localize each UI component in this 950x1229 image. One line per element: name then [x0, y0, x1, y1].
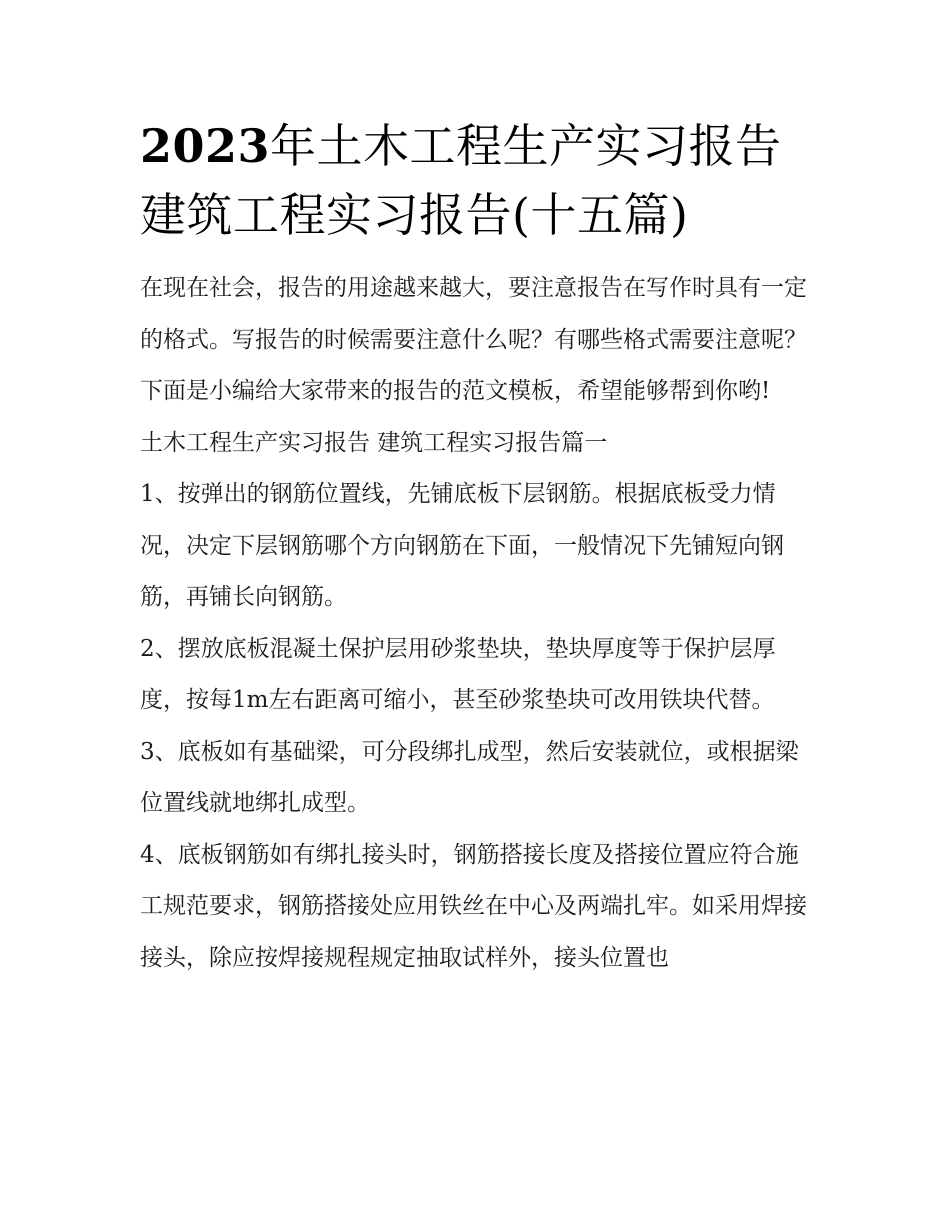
list-item: 4、底板钢筋如有绑扎接头时，钢筋搭接长度及搭接位置应符合施工规范要求，钢筋搭接处应用铁丝在中心及两端扎牢。如采用焊接接头，除应按焊接规程规定抽取试样外，接头位置也	[140, 841, 807, 971]
list-item: 2、摆放底板混凝土保护层用砂浆垫块，垫块厚度等于保护层厚度，按每1m左右距离可缩小，甚至砂浆垫块可改用铁块代替。	[140, 635, 776, 713]
document-title	[140, 112, 814, 250]
list-item: 3、底板如有基础梁，可分段绑扎成型，然后安装就位，或根据梁位置线就地绑扎成型。	[140, 738, 799, 816]
title-year: 2023	[140, 119, 271, 173]
title-text: 年土木工程生产实习报告建筑工程实习报告(十五篇)	[140, 119, 782, 242]
document-body	[140, 263, 814, 984]
intro-paragraph: 在现在社会，报告的用途越来越大，要注意报告在写作时具有一定的格式。写报告的时候需要注意什么呢？有哪些格式需要注意呢？下面是小编给大家带来的报告的范文模板，希望能够帮到你哟!	[140, 275, 807, 404]
list-item: 1、按弹出的钢筋位置线，先铺底板下层钢筋。根据底板受力情况，决定下层钢筋哪个方向钢筋在下面，一般情况下先铺短向钢筋，再铺长向钢筋。	[140, 481, 784, 610]
section-heading: 土木工程生产实习报告 建筑工程实习报告篇一	[140, 429, 608, 456]
